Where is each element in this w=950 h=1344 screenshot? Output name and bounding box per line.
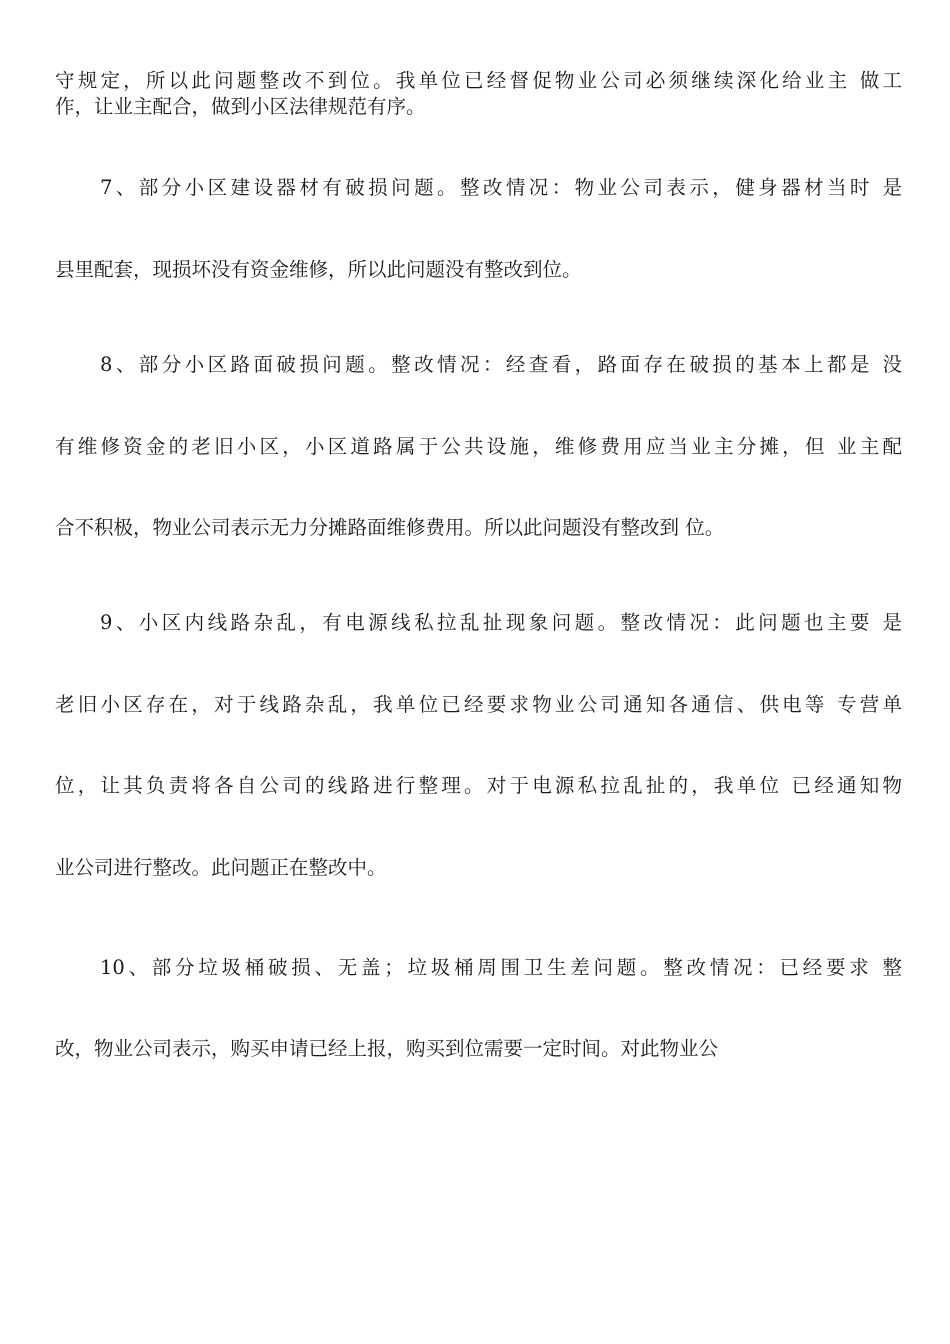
paragraph-start-line: 10、部分垃圾桶破损、无盖；垃圾桶周围卫生差问题。整改情况：已经要求 整: [100, 956, 902, 979]
text-line: 合不积极，物业公司表示无力分摊路面维修费用。所以此问题没有整改到 位。: [55, 516, 725, 539]
text-line: 守规定，所以此问题整改不到位。我单位已经督促物业公司必须继续深化给业主 做工: [55, 69, 902, 92]
text-line: 老旧小区存在，对于线路杂乱，我单位已经要求物业公司通知各通信、供电等 专营单: [55, 693, 902, 716]
text-line: 有维修资金的老旧小区，小区道路属于公共设施，维修费用应当业主分摊，但 业主配: [55, 435, 902, 458]
paragraph-start-line: 8、部分小区路面破损问题。整改情况：经查看，路面存在破损的基本上都是 没: [100, 353, 902, 376]
text-line: 业公司进行整改。此问题正在整改中。: [55, 856, 387, 879]
text-line: 改，物业公司表示，购买申请已经上报，购买到位需要一定时间。对此物业公: [55, 1037, 719, 1060]
text-line: 作，让业主配合，做到小区法律规范有序。: [55, 95, 426, 118]
text-line: 县里配套，现损坏没有资金维修，所以此问题没有整改到位。: [55, 258, 582, 281]
text-line: 位，让其负责将各自公司的线路进行整理。对于电源私拉乱扯的，我单位 已经通知物: [55, 774, 902, 797]
paragraph-start-line: 7、部分小区建设器材有破损问题。整改情况：物业公司表示，健身器材当时 是: [100, 176, 902, 199]
paragraph-start-line: 9、小区内线路杂乱，有电源线私拉乱扯现象问题。整改情况：此问题也主要 是: [100, 611, 902, 634]
